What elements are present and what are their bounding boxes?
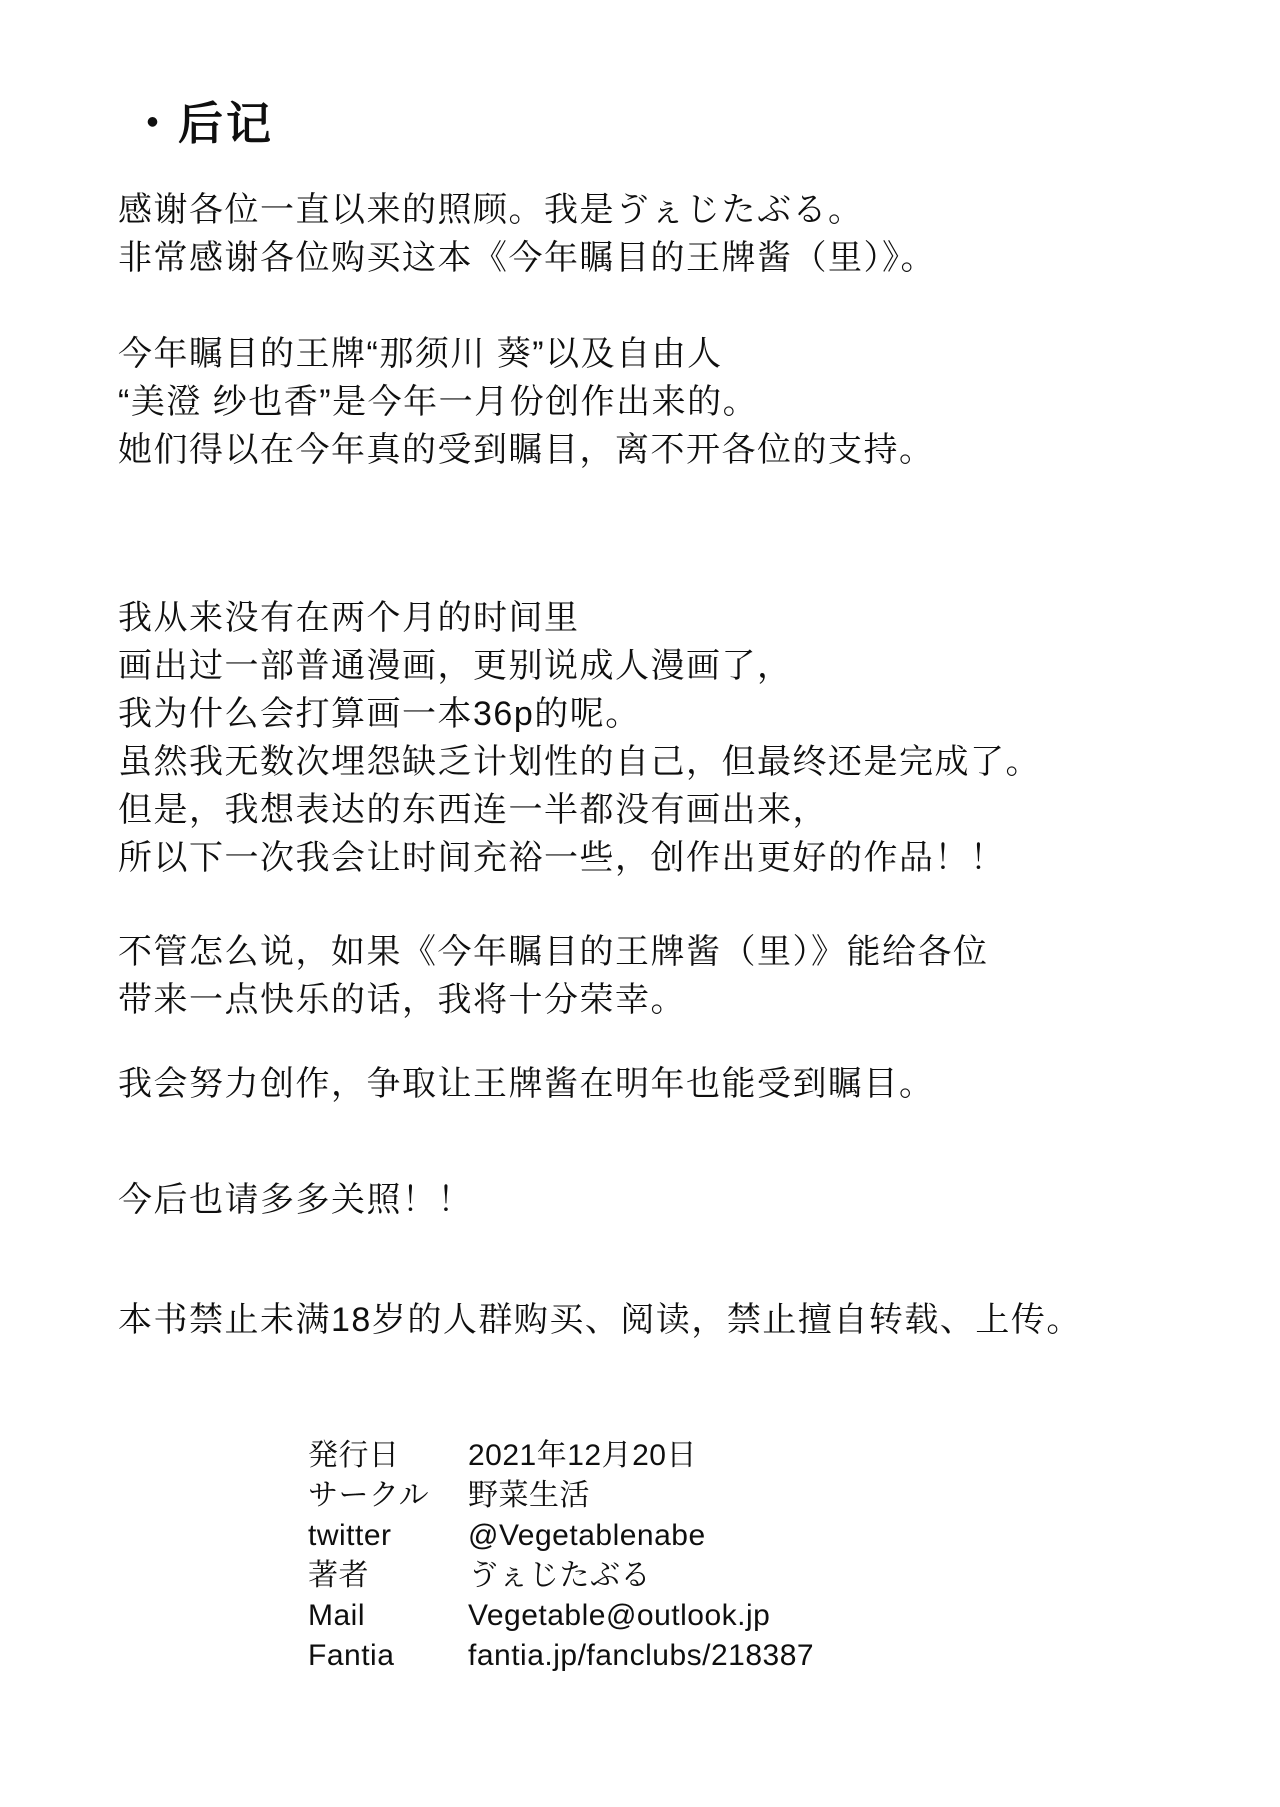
colophon-value: ゔぇじたぶる [468, 1559, 651, 1592]
colophon-value: fantia.jp/fanclubs/218387 [468, 1639, 815, 1672]
colophon-row [308, 1436, 1250, 1476]
paragraph [118, 928, 1250, 1024]
text-line: 今年瞩目的王牌“那须川 葵”以及自由人 [118, 335, 723, 373]
paragraph [118, 330, 1250, 474]
text-line: 我会努力创作，争取让王牌酱在明年也能受到瞩目。 [118, 1065, 935, 1103]
colophon-label: 著者 [308, 1559, 369, 1592]
colophon-value: 2021年12月20日 [468, 1439, 697, 1472]
paragraph [118, 1060, 1250, 1108]
text-line: “美澄 纱也香”是今年一月份创作出来的。 [118, 383, 759, 421]
colophon-row [308, 1596, 1250, 1636]
colophon-label: Fantia [308, 1639, 395, 1672]
colophon-row [308, 1476, 1250, 1516]
text-line: 本书禁止未满18岁的人群购买、阅读，禁止擅自转载、上传。 [118, 1301, 1082, 1339]
text-line: 画出过一部普通漫画，更别说成人漫画了， [118, 647, 793, 685]
text-line: 她们得以在今年真的受到瞩目，离不开各位的支持。 [118, 431, 935, 469]
paragraph [118, 594, 1250, 882]
text-line: 感谢各位一直以来的照顾。我是ゔぇじたぶる。 [118, 191, 864, 229]
paragraphs [118, 186, 1250, 1344]
text-line: 今后也请多多关照！！ [118, 1181, 473, 1219]
colophon-value: Vegetable@outlook.jp [468, 1599, 771, 1632]
colophon-label: サークル [308, 1479, 430, 1512]
paragraph [118, 1176, 1250, 1224]
text-line: 带来一点快乐的话，我将十分荣幸。 [118, 981, 686, 1019]
colophon-label: Mail [308, 1599, 366, 1632]
colophon [308, 1436, 1250, 1676]
colophon-label: 発行日 [308, 1439, 400, 1472]
colophon-row [308, 1636, 1250, 1676]
text-line: 但是，我想表达的东西连一半都没有画出来， [118, 791, 828, 829]
text-line: 不管怎么说，如果《今年瞩目的王牌酱（里）》能给各位 [118, 933, 989, 971]
paragraph [118, 186, 1250, 282]
page-title: ・后记 [130, 98, 275, 149]
colophon-row [308, 1516, 1250, 1556]
colophon-value: 野菜生活 [468, 1479, 590, 1512]
text-line: 我从来没有在两个月的时间里 [118, 599, 580, 637]
text-line: 虽然我无数次埋怨缺乏计划性的自己，但最终还是完成了。 [118, 743, 1041, 781]
colophon-row [308, 1556, 1250, 1596]
colophon-label: twitter [308, 1519, 392, 1552]
text-line: 所以下一次我会让时间充裕一些，创作出更好的作品！！ [118, 839, 1006, 877]
colophon-value: @Vegetablenabe [468, 1519, 706, 1552]
paragraph [118, 1296, 1250, 1344]
text-line: 非常感谢各位购买这本《今年瞩目的王牌酱（里）》。 [118, 239, 936, 277]
text-line: 我为什么会打算画一本36p的呢。 [118, 695, 641, 733]
